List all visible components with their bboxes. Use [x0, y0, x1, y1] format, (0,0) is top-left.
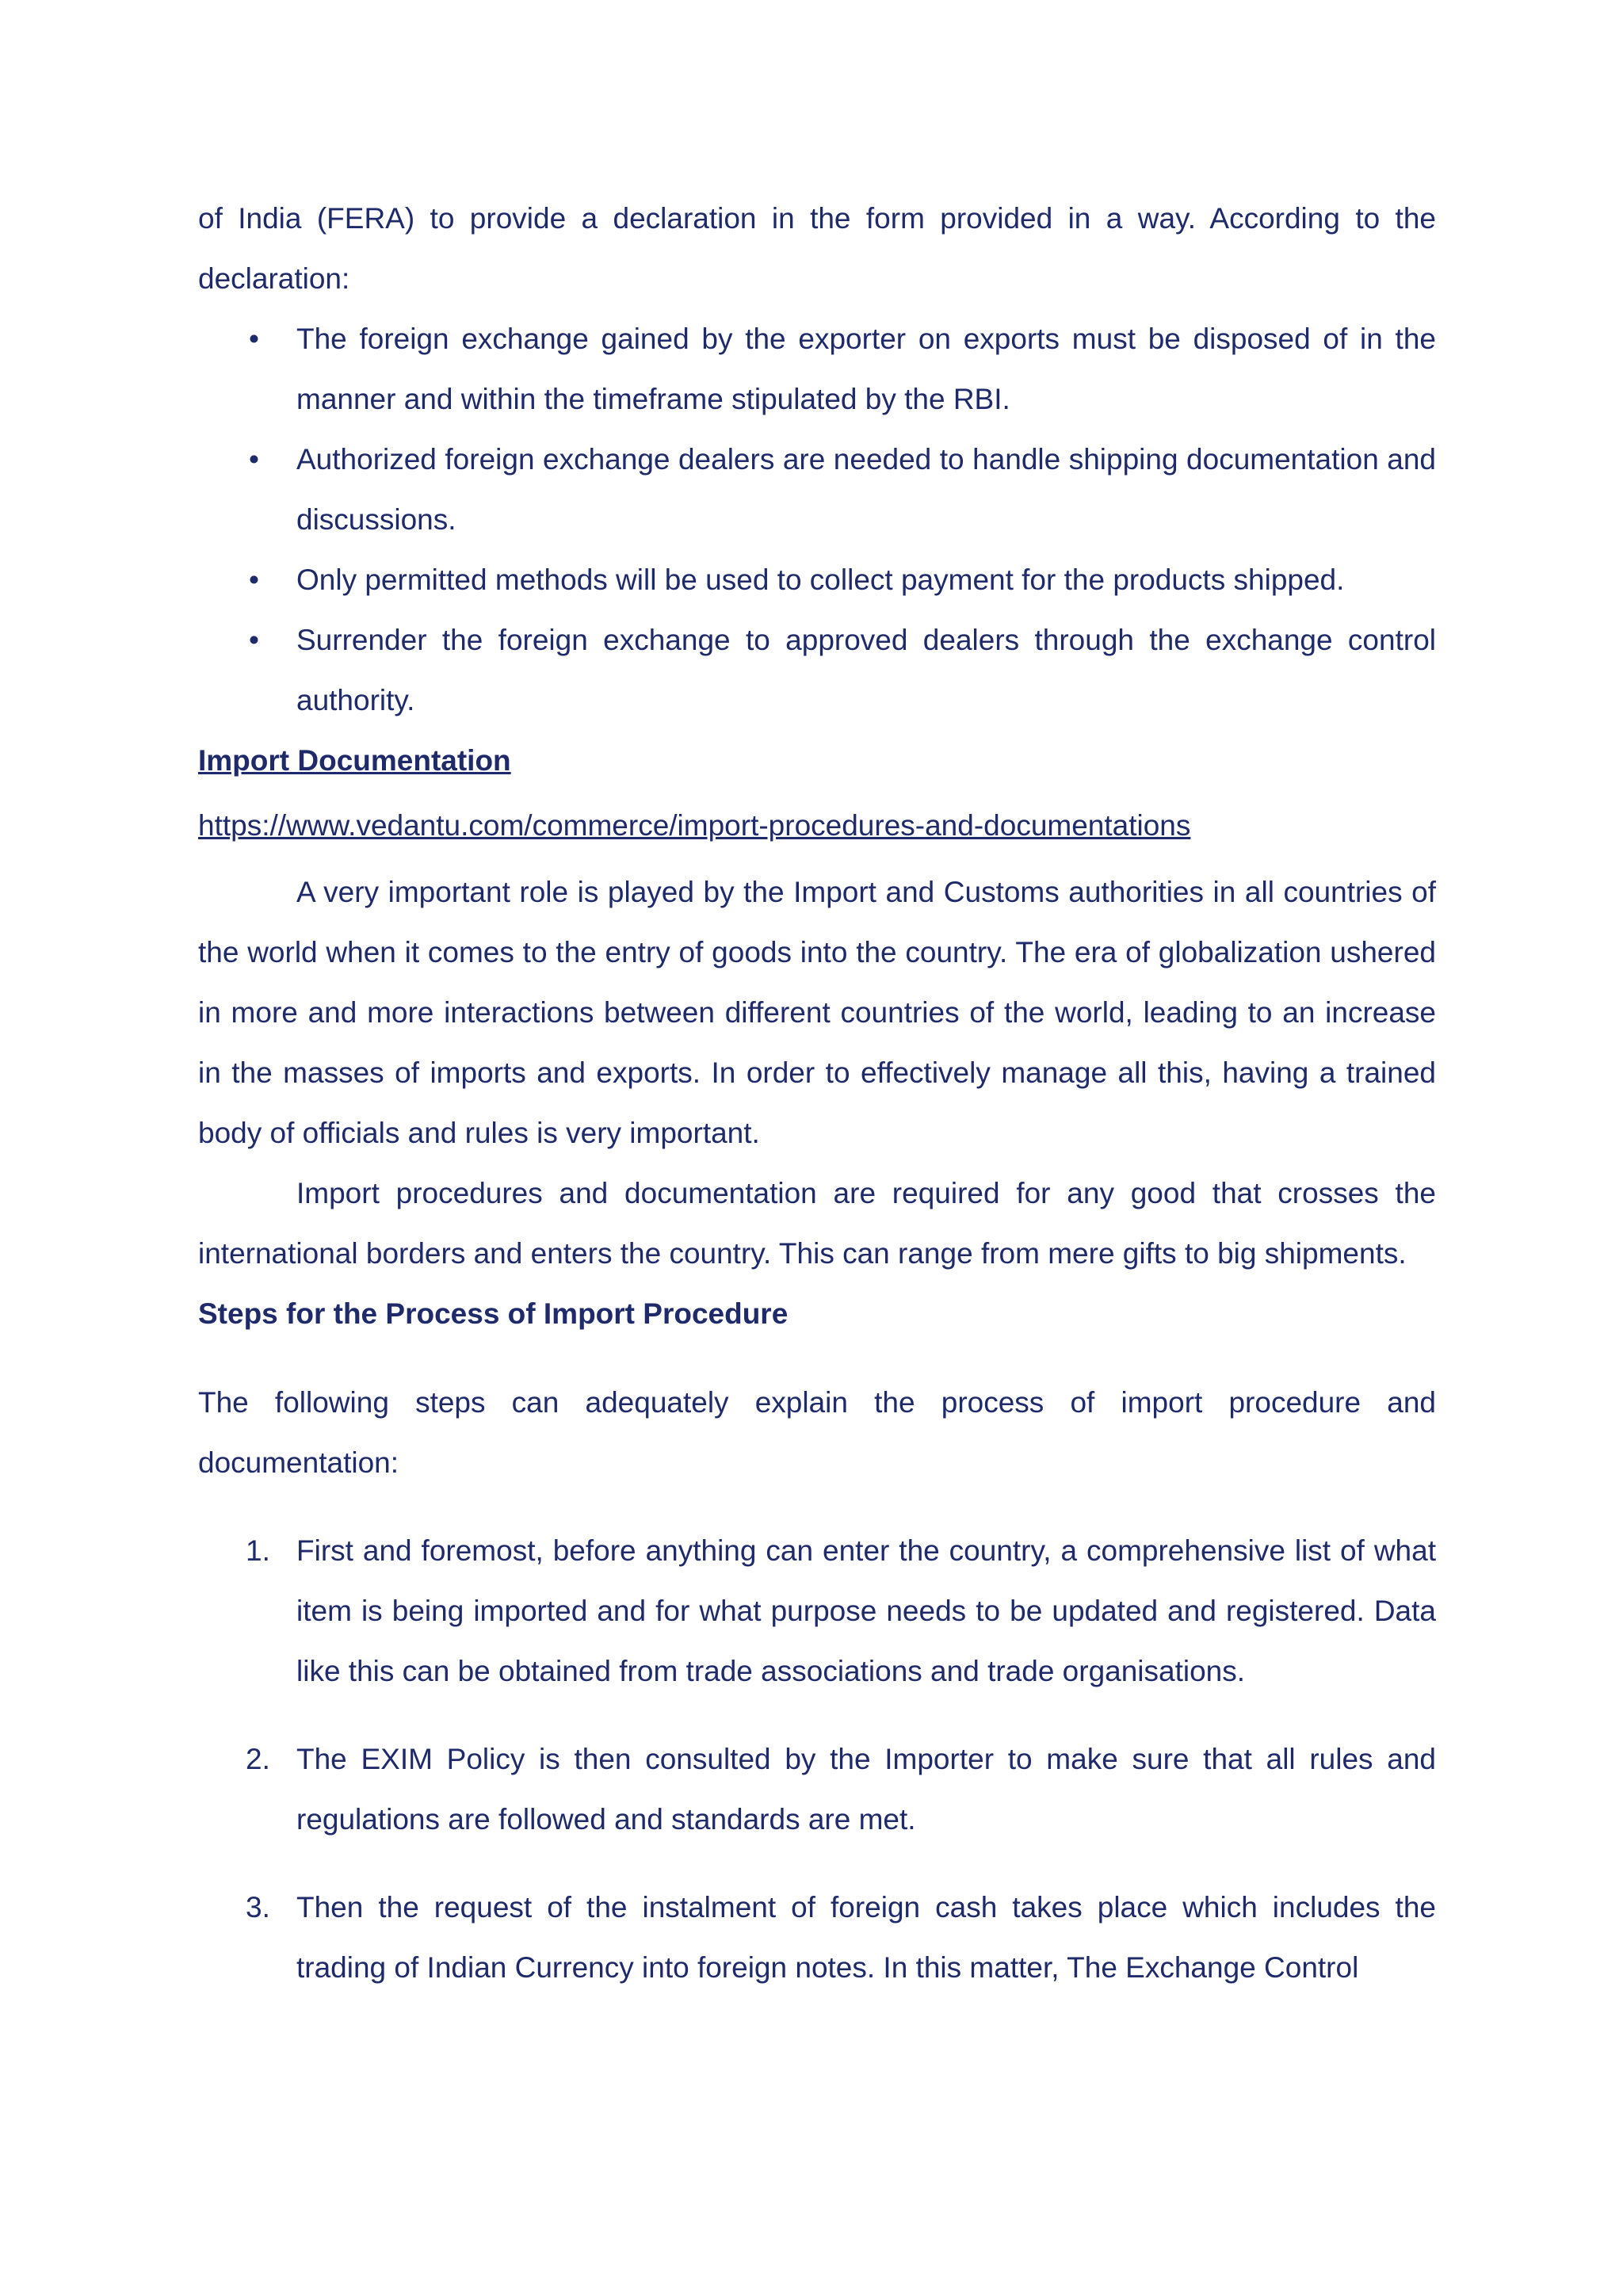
step-number: 3. [246, 1891, 270, 1924]
bullet-icon: • [249, 443, 259, 476]
bullet-icon: • [249, 563, 259, 596]
list-item [198, 610, 1436, 731]
import-documentation-heading: Import Documentation [198, 744, 511, 777]
list-item [198, 1878, 1436, 1998]
steps-intro-paragraph: The following steps can adequately explain the process of import procedure and documentation: [198, 1386, 1436, 1479]
list-item [198, 1729, 1436, 1850]
import-paragraph-2: Import procedures and documentation are required for any good that crosses the international borders and enters the country. This can range from mere gifts to big shipments. [198, 1177, 1436, 1270]
list-item-text: Authorized foreign exchange dealers are needed to handle shipping documentation and discussions. [296, 443, 1436, 536]
steps-heading: Steps for the Process of Import Procedure [198, 1297, 789, 1330]
step-number: 1. [246, 1534, 270, 1567]
intro-paragraph: of India (FERA) to provide a declaration in the form provided in a way. According to the declaration: [198, 202, 1436, 295]
step-text: The EXIM Policy is then consulted by the Importer to make sure that all rules and regulations are followed and standards are met. [296, 1743, 1436, 1836]
bullet-icon: • [249, 323, 259, 355]
list-item-text: Surrender the foreign exchange to approved dealers through the exchange control authority. [296, 624, 1436, 716]
declaration-bullet-list [198, 309, 1436, 731]
bullet-icon: • [249, 624, 259, 656]
list-item [198, 1521, 1436, 1702]
step-text: First and foremost, before anything can enter the country, a comprehensive list of what item is being imported and for what purpose needs to be updated and registered. Data like this can be obtained from trade associations and trade organisations. [296, 1534, 1436, 1687]
step-number: 2. [246, 1743, 270, 1775]
steps-numbered-list [198, 1521, 1436, 1998]
document-page [198, 189, 1436, 1998]
source-link[interactable]: https://www.vedantu.com/commerce/import-procedures-and-documentations [198, 809, 1191, 842]
step-text: Then the request of the instalment of foreign cash takes place which includes the trading of Indian Currency into foreign notes. In this matter, The Exchange Control [296, 1891, 1436, 1984]
list-item-text: Only permitted methods will be used to collect payment for the products shipped. [296, 563, 1345, 596]
import-paragraph-1: A very important role is played by the Import and Customs authorities in all countries of the world when it comes to the entry of goods into the country. The era of globalization ushered in more and more interactions between different countries of the world, leading to an increase in the masses of imports and exports. In order to effectively manage all this, having a trained body of officials and rules is very important. [198, 876, 1436, 1149]
list-item [198, 550, 1436, 610]
list-item [198, 309, 1436, 430]
list-item-text: The foreign exchange gained by the exporter on exports must be disposed of in the manner and within the timeframe stipulated by the RBI. [296, 323, 1436, 415]
list-item [198, 430, 1436, 550]
